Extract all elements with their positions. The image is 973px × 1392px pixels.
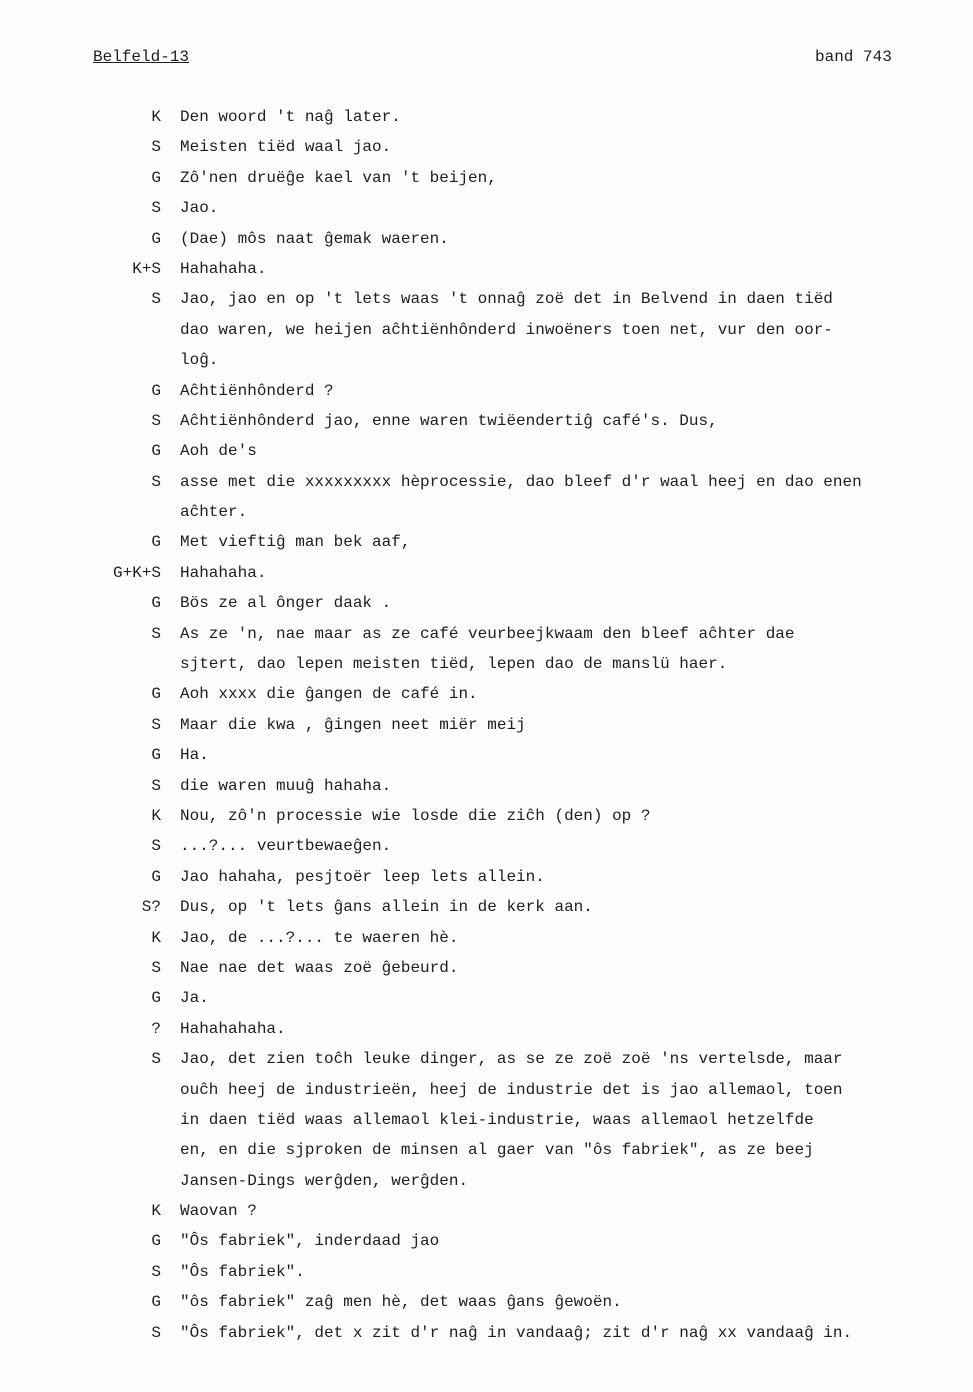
transcript-line	[0, 412, 973, 442]
speaker-label: S	[151, 138, 161, 157]
band-number: band 743	[815, 48, 892, 66]
speaker-label: K+S	[132, 259, 161, 278]
utterance-text: Hahahaha.	[180, 259, 267, 278]
transcript-line	[0, 929, 973, 959]
transcript-line	[0, 1172, 973, 1202]
transcript-line	[0, 807, 973, 837]
transcript-line	[0, 321, 973, 351]
transcript-line	[0, 564, 973, 594]
speaker-label: K	[151, 108, 161, 126]
transcript-line	[0, 138, 973, 168]
transcript-line	[0, 1263, 973, 1293]
transcript-line	[0, 1232, 973, 1262]
speaker-label: S	[151, 958, 161, 977]
utterance-text: Jao, jao en op 't lets waas 't onnaĝ zoë det in Belvend in daen tiëd	[180, 290, 833, 309]
utterance-text: Jansen-Dings werĝden, werĝden.	[180, 1171, 469, 1190]
transcript-line	[0, 868, 973, 898]
speaker-label: G	[151, 594, 161, 613]
transcript-line	[0, 1081, 973, 1111]
utterance-text: Jao hahaha, pesjtoër leep lets allein.	[180, 867, 545, 886]
utterance-text: Ja.	[180, 989, 209, 1008]
utterance-text: Aĉhtiënhônderd ?	[180, 381, 334, 400]
transcript-line	[0, 1020, 973, 1050]
transcript-line	[0, 898, 973, 928]
utterance-text: Met vieftiĝ man bek aaf,	[180, 533, 411, 552]
transcript-line	[0, 108, 973, 138]
utterance-text: Waovan ?	[180, 1202, 257, 1221]
utterance-text: "Ôs fabriek", inderdaad jao	[180, 1232, 440, 1251]
utterance-text: "Ôs fabriek", det x zit d'r naĝ in vandaaĝ; zit d'r naĝ xx vandaaĝ in.	[180, 1323, 853, 1342]
utterance-text: ...?... veurtbewaeĝen.	[180, 837, 392, 856]
speaker-label: G	[151, 168, 161, 187]
utterance-text: Den woord 't naĝ later.	[180, 108, 401, 126]
utterance-text: Bös ze al ônger daak .	[180, 594, 392, 613]
transcript-line	[0, 1050, 973, 1080]
utterance-text: "ôs fabriek" zaĝ men hè, det waas ĝans ĝewoën.	[180, 1293, 622, 1312]
utterance-text: Hahahaha.	[180, 563, 267, 582]
speaker-label: G	[151, 867, 161, 886]
transcript-line	[0, 503, 973, 533]
speaker-label: G	[151, 685, 161, 704]
transcript-line	[0, 1202, 973, 1232]
utterance-text: Hahahahaha.	[180, 1019, 286, 1038]
speaker-label: S	[151, 199, 161, 218]
speaker-label: G	[151, 1293, 161, 1312]
utterance-text: loĝ.	[180, 351, 219, 370]
transcript-line	[0, 260, 973, 290]
utterance-text: Jao, det zien toĉh leuke dinger, as se ze zoë zoë 'ns vertelsde, maar	[180, 1050, 843, 1069]
transcript-line	[0, 746, 973, 776]
speaker-label: S	[151, 411, 161, 430]
utterance-text: Dus, op 't lets ĝans allein in de kerk aan.	[180, 898, 593, 917]
speaker-label: G	[151, 381, 161, 400]
transcript-line	[0, 1324, 973, 1354]
transcript-line	[0, 625, 973, 655]
utterance-text: Aĉhtiënhônderd jao, enne waren twiëendertiĝ café's. Dus,	[180, 411, 718, 430]
utterance-text: (Dae) môs naat ĝemak waeren.	[180, 229, 449, 248]
transcript-line	[0, 169, 973, 199]
transcript-line	[0, 533, 973, 563]
transcript-line	[0, 594, 973, 624]
utterance-text: Ha.	[180, 746, 209, 765]
speaker-label: S	[151, 1050, 161, 1069]
speaker-label: G	[151, 746, 161, 765]
utterance-text: asse met die xxxxxxxxx hèprocessie, dao bleef d'r waal heej en dao enen	[180, 472, 862, 491]
speaker-label: S	[151, 715, 161, 734]
speaker-label: K	[151, 1202, 161, 1221]
utterance-text: Aoh de's	[180, 442, 257, 461]
utterance-text: aĉhter.	[180, 503, 248, 522]
transcript-line	[0, 473, 973, 503]
utterance-text: Aoh xxxx die ĝangen de café in.	[180, 685, 478, 704]
transcript-line	[0, 777, 973, 807]
utterance-text: Nou, zô'n processie wie losde die ziĉh (den) op ?	[180, 806, 651, 825]
speaker-label: S	[151, 290, 161, 309]
speaker-label: S	[151, 776, 161, 795]
speaker-label: G+K+S	[112, 563, 161, 582]
utterance-text: Zô'nen druëĝe kael van 't beijen,	[180, 168, 497, 187]
speaker-label: S	[151, 472, 161, 491]
transcript-line	[0, 199, 973, 229]
transcript-line	[0, 989, 973, 1019]
speaker-label: G	[151, 533, 161, 552]
utterance-text: Jao, de ...?... te waeren hè.	[180, 928, 459, 947]
utterance-text: dao waren, we heijen aĉhtiënhônderd inwoëners toen net, vur den oor-	[180, 320, 833, 339]
transcript-line	[0, 230, 973, 260]
speaker-label: K	[151, 806, 161, 825]
utterance-text: "Ôs fabriek".	[180, 1262, 305, 1281]
transcript-line	[0, 1293, 973, 1323]
speaker-label: S	[151, 1262, 161, 1281]
speaker-label: S	[151, 624, 161, 643]
speaker-label: G	[151, 442, 161, 461]
utterance-text: Meisten tiëd waal jao.	[180, 138, 392, 157]
speaker-label: K	[151, 928, 161, 947]
speaker-label: S	[151, 1323, 161, 1342]
transcript-line	[0, 837, 973, 867]
transcript-line	[0, 290, 973, 320]
speaker-label: ?	[151, 1019, 161, 1038]
transcript-line	[0, 1111, 973, 1141]
utterance-text: en, en die sjproken de minsen al gaer van "ôs fabriek", as ze beej	[180, 1141, 814, 1160]
transcript-line	[0, 442, 973, 472]
speaker-label: G	[151, 1232, 161, 1251]
utterance-text: die waren muuĝ hahaha.	[180, 776, 392, 795]
transcript-line	[0, 351, 973, 381]
utterance-text: Maar die kwa , ĝingen neet miër meij	[180, 715, 526, 734]
transcript-line	[0, 685, 973, 715]
speaker-label: G	[151, 989, 161, 1008]
transcript-line	[0, 716, 973, 746]
document-title: Belfeld-13	[93, 48, 190, 66]
speaker-label: G	[151, 229, 161, 248]
transcript-lines	[0, 108, 973, 1354]
utterance-text: As ze 'n, nae maar as ze café veurbeejkwaam den bleef aĉhter dae	[180, 624, 795, 643]
transcript-line	[0, 655, 973, 685]
transcript-line	[0, 1141, 973, 1171]
utterance-text: Nae nae det waas zoë ĝebeurd.	[180, 958, 459, 977]
speaker-label: S	[151, 837, 161, 856]
transcript-line	[0, 959, 973, 989]
speaker-label: S?	[141, 898, 161, 917]
utterance-text: Jao.	[180, 199, 219, 218]
utterance-text: ouĉh heej de industrieën, heej de industrie det is jao allemaol, toen	[180, 1080, 843, 1099]
utterance-text: sjtert, dao lepen meisten tiëd, lepen dao de manslü haer.	[180, 655, 728, 674]
utterance-text: in daen tiëd waas allemaol klei-industrie, waas allemaol hetzelfde	[180, 1110, 814, 1129]
transcript-line	[0, 382, 973, 412]
